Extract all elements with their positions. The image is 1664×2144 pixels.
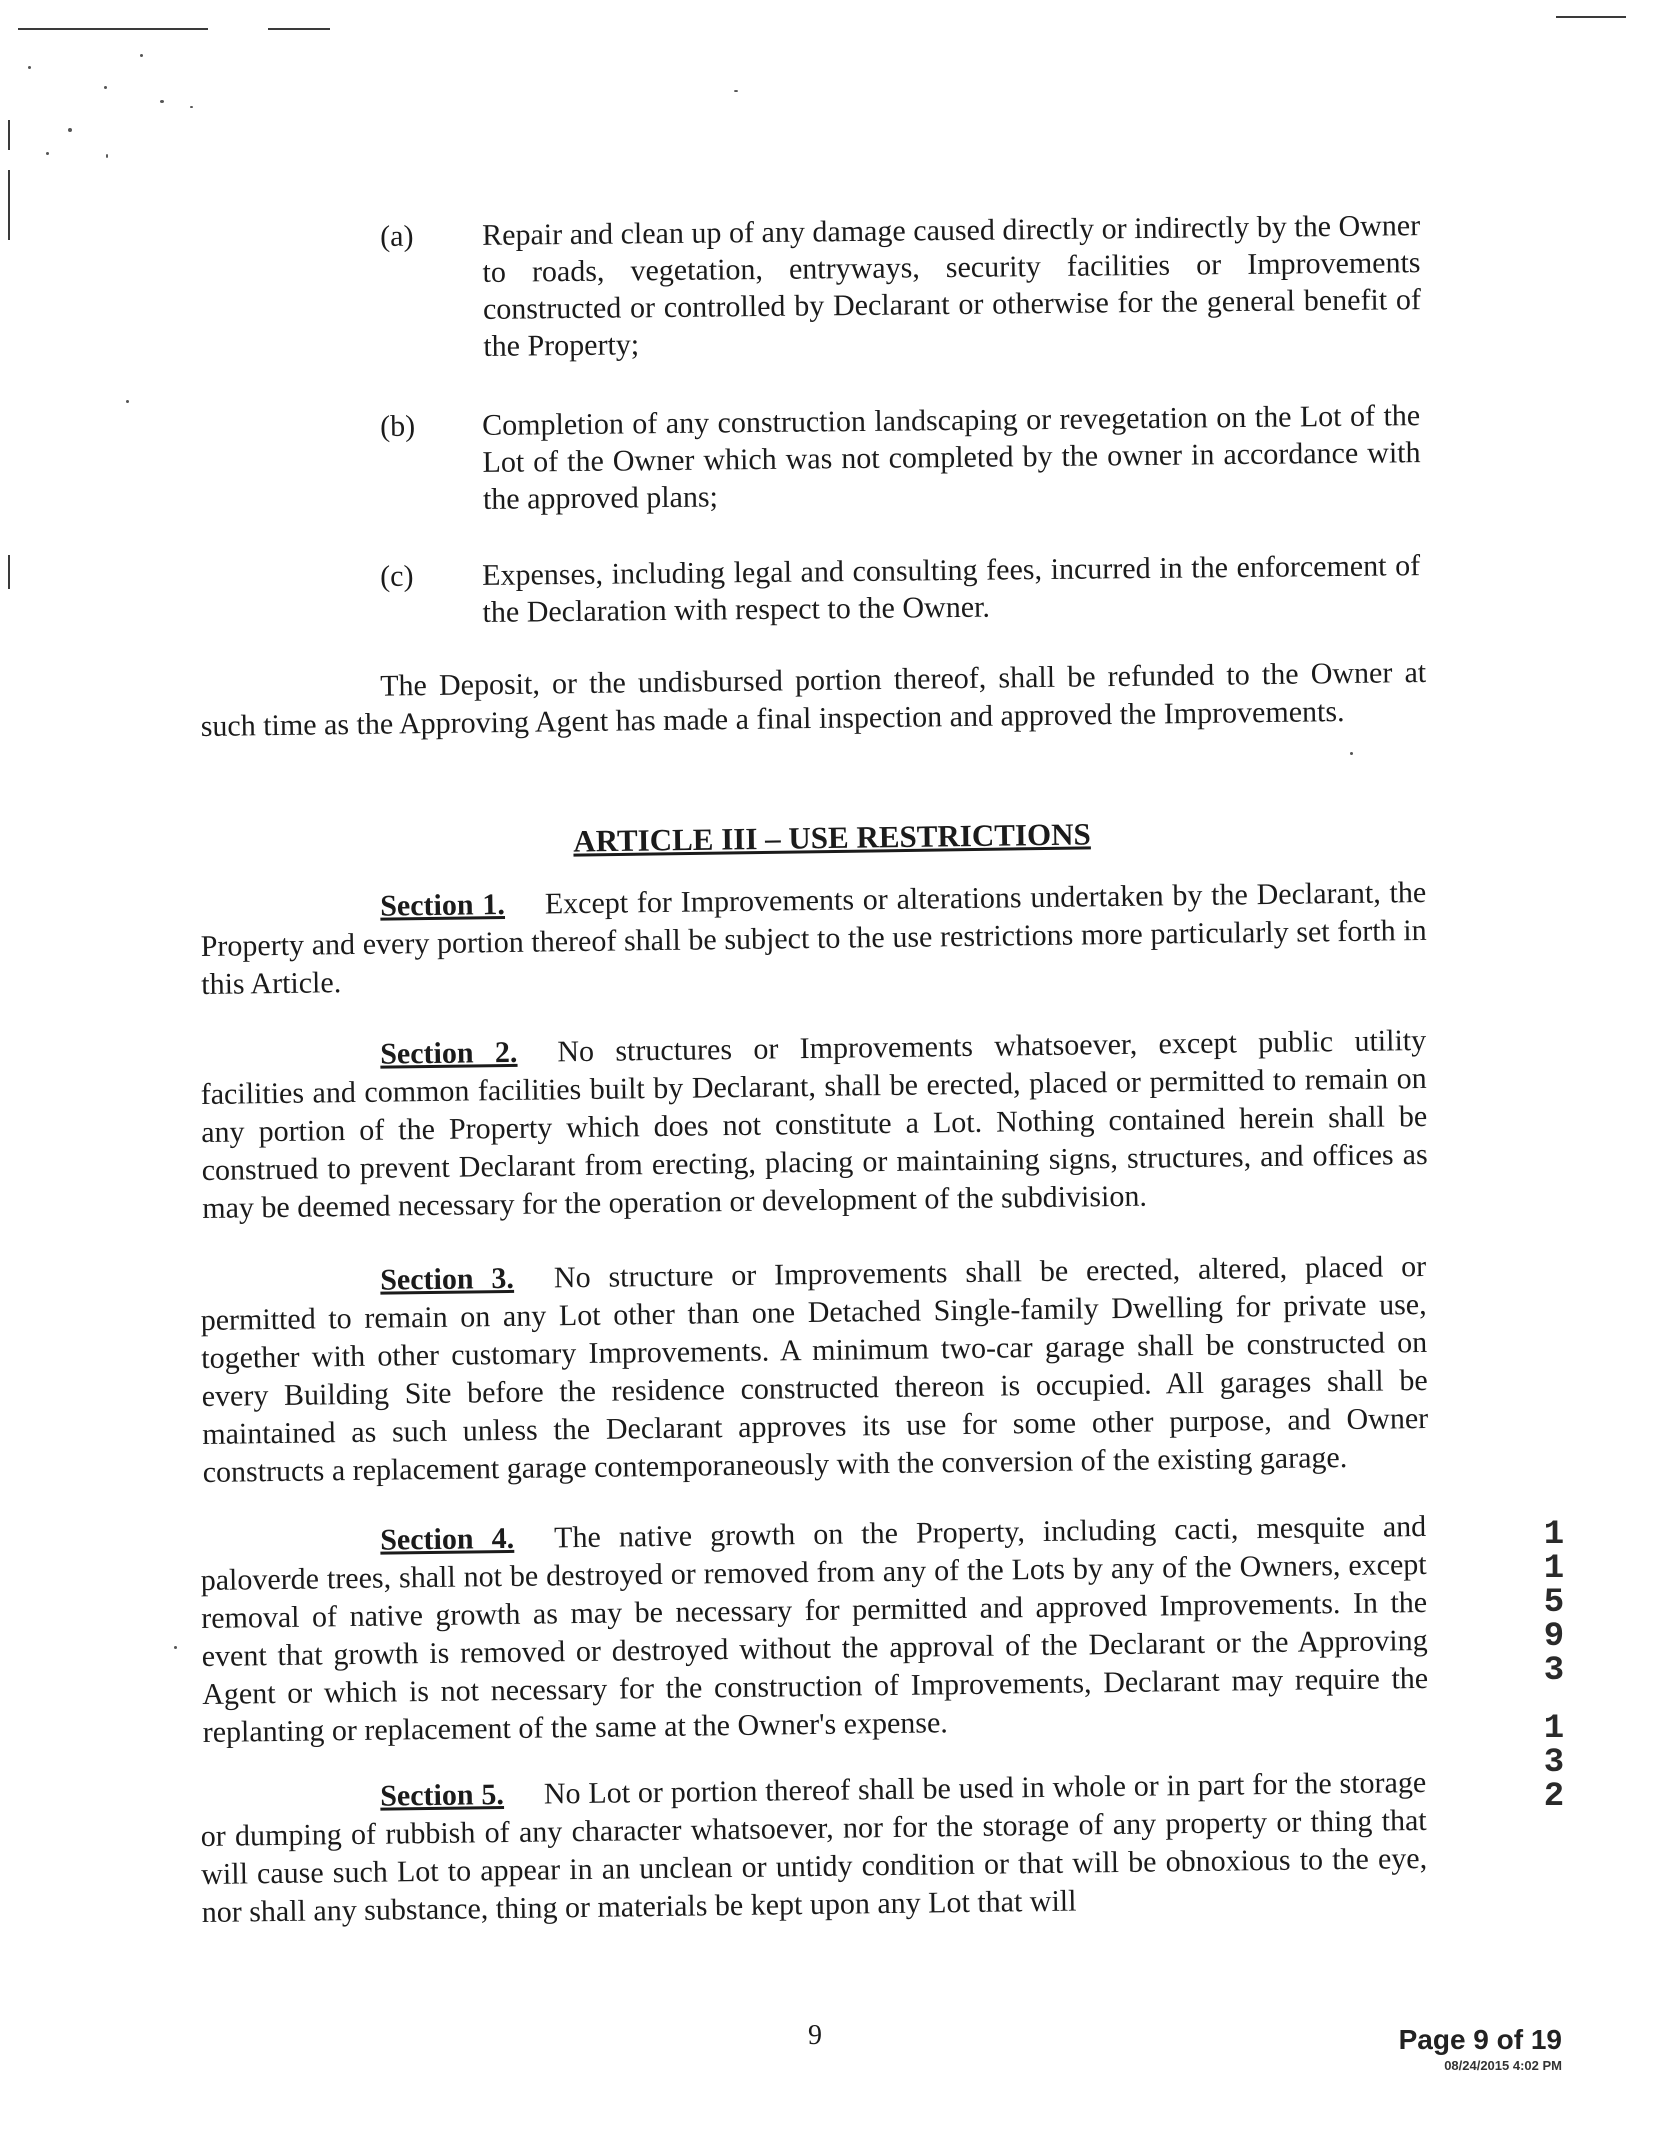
section-text: Except for Improvements or alterations undertaken by the Declarant, the Property and every portion thereof shall be subject to the use restrictions more particularly set forth in this Article. [200,875,1427,1001]
scan-rule-left-edge-1 [8,120,10,150]
list-item-text: Repair and clean up of any damage caused directly or indirectly by the Owner to roads, vegetation, entryways, security facilities or Improvements constructed or controlled by Declarant or otherwise for the general benefit of the Property; [482,209,1422,363]
list-item-c [380,547,1421,632]
scan-rule-left-edge-3 [8,555,10,589]
recording-digit: 1 [1543,1516,1565,1554]
scan-speck [190,106,193,108]
scan-speck [106,154,108,158]
recording-digit: 1 [1543,1550,1565,1588]
list-item-label: (b) [380,409,416,443]
section-label: Section 2. [380,1035,518,1071]
scan-speck [28,66,31,69]
recording-digit: 5 [1543,1584,1565,1622]
scan-speck [140,54,143,57]
page-number: 9 [808,2020,822,2051]
section-5 [200,1764,1428,1932]
stamp-date: 08/24/2015 4:02 PM [1444,2058,1562,2073]
list-item-text: Completion of any construction landscaping or revegetation on the Lot of the Lot of the Owner which was not completed by the owner in accordance with the approved plans; [482,399,1421,516]
list-item-b [380,397,1421,519]
list-item-label: (a) [380,219,414,253]
recording-digit: 2 [1543,1778,1565,1816]
scan-speck [160,100,164,103]
section-text: No structure or Improvements shall be erected, altered, placed or permitted to remain on any Lot other than one Detached Single-family Dwelling for private use, together with other customary Improvements. A minimum two-car garage shall be constructed on every Building Site before the residence constructed thereon is occupied. All garages shall be maintained as such unless the Declarant approves its use for some other purpose, and Owner constructs a replacement garage contemporaneously with the conversion of the existing garage. [200,1249,1429,1489]
recording-digit: 3 [1543,1652,1565,1690]
section-2 [200,1022,1428,1228]
section-label: Section 3. [380,1261,515,1297]
page-stamp: Page 9 of 19 [1398,2024,1562,2055]
scan-speck [68,128,72,132]
scan-rule-left-edge-2 [8,170,10,240]
list-item-text: Expenses, including legal and consulting fees, incurred in the enforcement of the Declaration with respect to the Owner. [482,549,1421,629]
list-item-a [380,207,1421,366]
scan-rule-top-right [1556,16,1626,18]
section-label: Section 1. [380,888,506,923]
scan-speck [126,400,129,403]
recording-digit: 3 [1543,1744,1565,1782]
section-label: Section 5. [380,1778,505,1813]
scan-speck [1350,752,1353,755]
recording-digit: 9 [1543,1618,1565,1656]
scan-speck [174,1646,177,1649]
section-label: Section 4. [380,1521,515,1557]
list-item-label: (c) [380,559,414,593]
article-heading: ARTICLE III – USE RESTRICTIONS [573,816,1091,859]
section-text: No Lot or portion thereof shall be used in whole or in part for the storage or dumping of rubbish of any character whatsoever, nor for the storage of any property or thing that will cause such Lot to appear in an unclean or untidy condition or that will be obnoxious to the eye, nor shall any substance, thing or materials be kept upon any Lot that will [200,1765,1428,1929]
deposit-paragraph [200,654,1427,746]
scan-speck [734,90,738,92]
scan-rule-top-left [18,28,208,30]
deposit-paragraph-text: The Deposit, or the undisbursed portion thereof, shall be refunded to the Owner at such time as the Approving Agent has made a final inspection and approved the Improvements. [200,655,1427,743]
recording-digit: 1 [1543,1710,1565,1748]
recording-number-top [1534,1518,1574,1688]
section-4 [200,1508,1429,1752]
scan-speck [46,152,49,155]
scan-rule-top-mid [268,28,330,30]
section-text: The native growth on the Property, including cacti, mesquite and paloverde trees, shall not be destroyed or removed from any of the Lots by any of the Owners, except removal of native growth as may be necessary for permitted and approved Improvements. In the event that growth is removed or destroyed without the approval of the Declarant or the Approving Agent or which is not necessary for the construction of Improvements, Declarant may require the replanting or replacement of the same at the Owner's expense. [200,1509,1429,1749]
section-1 [200,874,1427,1004]
section-text: No structures or Improvements whatsoever, except public utility facilities and common facilities built by Declarant, shall be erected, placed or permitted to remain on any portion of the Property which does not constitute a Lot. Nothing contained herein shall be construed to prevent Declarant from erecting, placing or maintaining signs, structures, and offices as may be deemed necessary for the operation or development of the subdivision. [200,1023,1428,1225]
scan-speck [104,86,107,89]
section-3 [200,1248,1429,1492]
recording-number-bottom [1534,1712,1574,1814]
